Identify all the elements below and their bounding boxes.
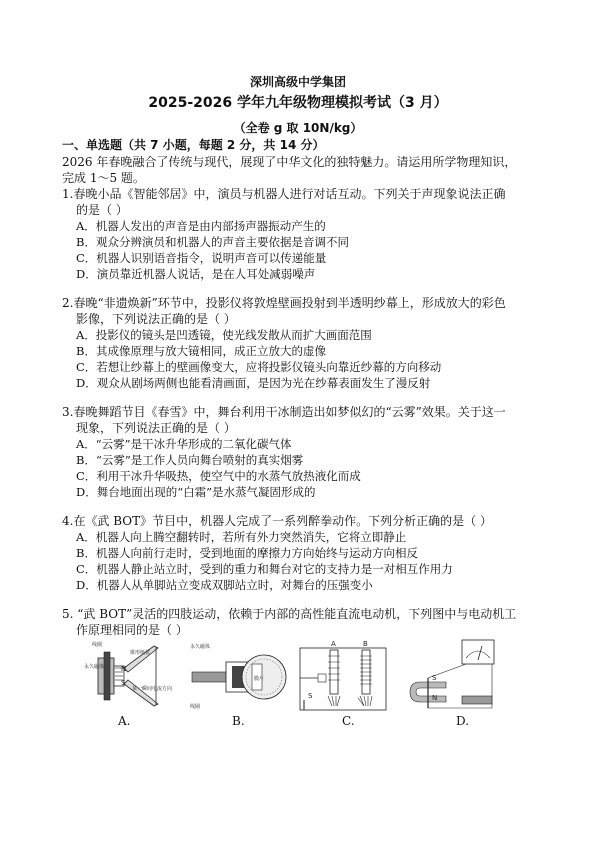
figure-c-label-a: A [331, 640, 336, 648]
exam-title: 2025-2026 学年九年级物理模拟考试（3 月） [148, 95, 448, 111]
figure-c-option-label: C. [342, 714, 355, 728]
q3-option-b: B．“云雾”是工作人员向舞台喷射的真实烟雾 [76, 453, 304, 467]
q3-stem-line1: 3.春晚舞蹈节目《春雪》中，舞台利用干冰制造出如梦似幻的“云雾”效果。关于这一 [62, 405, 506, 419]
figure-c-label-b: B [363, 640, 368, 648]
q3-stem-line2: 现象，下列说法正确的是（ ） [76, 421, 236, 435]
figure-b-option-label: B. [232, 714, 245, 728]
q1-stem-line2: 的是（ ） [76, 203, 128, 217]
q2-option-a: A．投影仪的镜头是凹透镜，使光线发散从而扩大画面范围 [76, 328, 372, 342]
q4-option-b: B．机器人向前行走时，受到地面的摩擦力方向始终与运动方向相反 [76, 546, 418, 560]
q1-option-b: B．观众分辨演员和机器人的声音主要依据是音调不同 [76, 235, 349, 249]
q2-option-d: D．观众从剧场两侧也能看清画面，是因为光在纱幕表面发生了漫反射 [76, 376, 431, 390]
q2-option-c: C．若想让纱幕上的壁画像变大，应将投影仪镜头向靠近纱幕的方向移动 [76, 360, 442, 374]
figure-d-label-s: S [432, 674, 437, 682]
q2-stem-line2: 影像，下列说法正确的是（ ） [76, 312, 236, 326]
q5-stem-line1: 5. “武 BOT”灵活的四肢运动，依赖于内部的高性能直流电动机，下列图中与电动机工 [62, 607, 517, 621]
section-intro-line1: 2026 年春晚融合了传统与现代，展现了中华文化的独特魅力。请运用所学物理知识， [62, 155, 517, 169]
svg-text:S: S [121, 679, 126, 687]
q1-option-d: D．演员靠近机器人说话，是在人耳处减弱噪声 [76, 267, 316, 281]
q4-stem-line1: 4.在《武 BOT》节目中，机器人完成了一系列醉拳动作。下列分析正确的是（ ） [62, 514, 492, 528]
figure-b-label-magnet: 永久磁体 [190, 644, 211, 650]
figure-d-galvanometer [406, 638, 516, 728]
figure-c-electromagnets [298, 638, 398, 728]
q5-stem-line2: 作原理相同的是（ ） [76, 623, 188, 637]
figure-b-microphone [188, 638, 288, 728]
q1-option-a: A．机器人发出的声音是由内部扬声器振动产生的 [76, 219, 326, 233]
figure-a-label-current: 某一瞬间电流方向 [132, 686, 173, 692]
q1-stem-line1: 1.春晚小品《智能邻居》中，演员与机器人进行对话互动。下列关于声现象说法正确 [62, 187, 506, 201]
section-intro-line2: 完成 1～5 题。 [62, 171, 145, 185]
q3-option-d: D．舞台地面出现的“白霜”是水蒸气凝固形成的 [76, 485, 316, 499]
figure-a-option-label: A. [118, 714, 131, 728]
figure-a-label-magnet: 永久磁体 [84, 664, 105, 670]
figure-d-option-label: D. [456, 714, 470, 728]
q4-option-c: C．机器人静止站立时，受到的重力和舞台对它的支持力是一对相互作用力 [76, 562, 453, 576]
figure-a-loudspeaker [84, 638, 174, 728]
svg-text:N: N [121, 665, 127, 673]
q3-option-a: A．“云雾”是干冰升华形成的二氧化碳气体 [76, 437, 292, 451]
q4-option-a: A．机器人向上腾空翻转时，若所有外力突然消失，它将立即静止 [76, 530, 407, 544]
q2-stem-line1: 2.春晚“非遗焕新”环节中，投影仪将敦煌壁画投射到半透明纱幕上，形成放大的彩色 [62, 296, 506, 310]
section-heading: 一、单选题（共 7 小题，每题 2 分，共 14 分） [62, 138, 325, 152]
school-name: 深圳高级中学集团 [249, 75, 346, 89]
q5-figures [84, 638, 524, 730]
figure-c-label-s: S [308, 692, 313, 700]
figure-a-label-cone: 锥形纸盆 [130, 650, 151, 656]
figure-d-label-n: N [432, 694, 438, 702]
figure-b-label-diaphragm: 膜片 [254, 676, 265, 682]
figure-a-label-coil: 线圈 [92, 642, 103, 648]
figure-b-label-coil: 线圈 [190, 704, 201, 710]
q4-option-d: D．机器人从单脚站立变成双脚站立时，对舞台的压强变小 [76, 578, 373, 592]
q1-option-c: C．机器人识别语音指令，说明声音可以传递能量 [76, 251, 327, 265]
q2-option-b: B．其成像原理与放大镜相同，成正立放大的虚像 [76, 344, 326, 358]
q3-option-c: C．利用干冰升华吸热，使空气中的水蒸气放热液化而成 [76, 469, 361, 483]
exam-note: （全卷 g 取 10N/kg） [233, 121, 363, 135]
